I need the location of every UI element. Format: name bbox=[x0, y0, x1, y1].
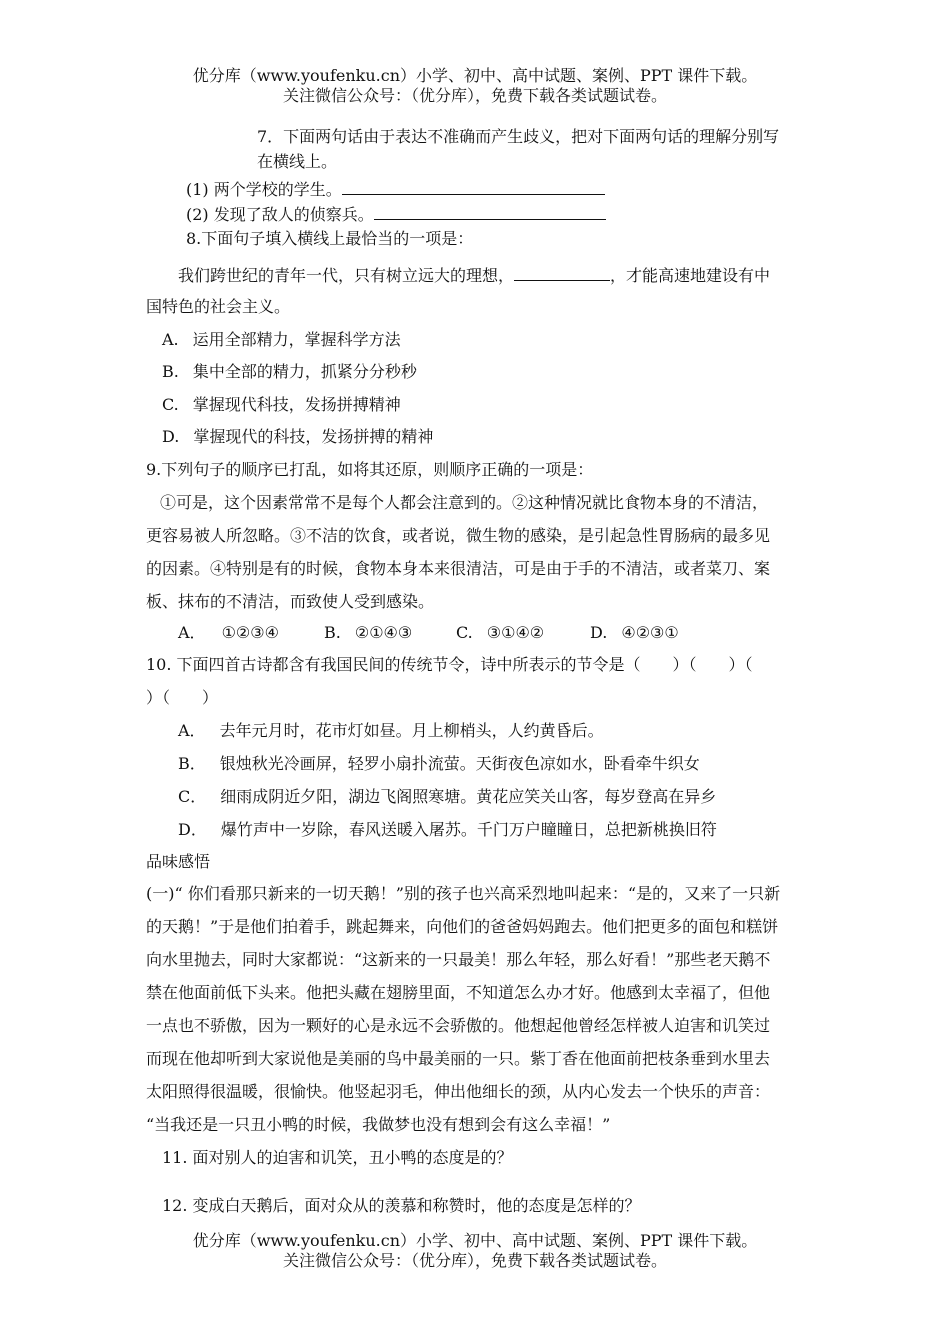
reading-line: 一点也不骄傲，因为一颗好的心是永远不会骄傲的。他想起他曾经怎样被人迫害和讥笑过 bbox=[146, 1016, 771, 1035]
q8-option-c: C. 掌握现代科技，发扬拼搏精神 bbox=[162, 395, 401, 414]
header-line-2: 关注微信公众号：（优分库），免费下载各类试题试卷。 bbox=[282, 86, 667, 105]
reading-line: 的天鹅！”于是他们拍着手，跳起舞来，向他们的爸爸妈妈跑去。他们把更多的面包和糕饼 bbox=[146, 917, 779, 936]
q7-item-1: (1) 两个学校的学生。 bbox=[186, 179, 605, 200]
q11-stem: 11. 面对别人的迫害和讥笑，丑小鸭的态度是的？ bbox=[162, 1148, 513, 1167]
q9-passage-line: ①可是，这个因素常常不是每个人都会注意到的。②这种情况就比食物本身的不清洁， bbox=[160, 493, 769, 512]
q9-option-c: C. ③①④② bbox=[456, 623, 545, 642]
q9-passage-line: 更容易被人所忽略。③不洁的饮食，或者说，微生物的感染，是引起急性胃肠病的最多见 bbox=[146, 526, 771, 545]
q8-stem: 8.下面句子填入横线上最恰当的一项是： bbox=[186, 229, 474, 248]
q9-passage-line: 的因素。④特别是有的时候，食物本身本来很清洁，可是由于手的不清洁，或者菜刀、案 bbox=[146, 559, 771, 578]
q7-item-2: (2) 发现了敌人的侦察兵。 bbox=[186, 204, 606, 225]
q8-sentence-line-2: 国特色的社会主义。 bbox=[146, 297, 291, 316]
q12-stem: 12. 变成白天鹅后，面对众从的羡慕和称赞时，他的态度是怎样的？ bbox=[162, 1196, 641, 1215]
header-line-1: 优分库（www.youfenku.cn）小学、初中、高中试题、案例、PPT 课件下载。 bbox=[192, 66, 758, 85]
section-title: 品味感悟 bbox=[146, 852, 211, 871]
q8-sentence: 我们跨世纪的青年一代，只有树立远大的理想， ，才能高速地建设有中 bbox=[178, 266, 771, 285]
reading-line: 太阳照得很温暖，很愉快。他竖起羽毛，伸出他细长的颈，从内心发去一个快乐的声音： bbox=[146, 1082, 771, 1101]
q7-stem-line-2: 在横线上。 bbox=[257, 152, 338, 171]
q10-stem-line-2: ）（ ） bbox=[146, 688, 219, 707]
q10-stem-line-1: 10. 下面四首古诗都含有我国民间的传统节令，诗中所表示的节令是（ ）（ ）（ bbox=[146, 655, 753, 674]
q7-answer-line-2[interactable] bbox=[374, 204, 606, 220]
q8-option-b: B. 集中全部的精力，抓紧分分秒秒 bbox=[162, 362, 417, 381]
reading-line: “当我还是一只丑小鸭的时候，我做梦也没有想到会有这么幸福！” bbox=[146, 1115, 611, 1134]
reading-line: 禁在他面前低下头来。他把头藏在翅膀里面，不知道怎么办才好。他感到太幸福了，但他 bbox=[146, 983, 771, 1002]
q9-passage-line: 板、抹布的不清洁，而致使人受到感染。 bbox=[146, 592, 435, 611]
reading-line: (一)“ 你们看那只新来的一切天鹅！”别的孩子也兴高采烈地叫起来：“是的，又来了一只新 bbox=[146, 884, 781, 903]
q9-stem: 9.下列句子的顺序已打乱，如将其还原，则顺序正确的一项是： bbox=[146, 460, 594, 479]
footer-line-1: 优分库（www.youfenku.cn）小学、初中、高中试题、案例、PPT 课件下载。 bbox=[192, 1231, 758, 1250]
q10-option-d: D． 爆竹声中一岁除，春风送暖入屠苏。千门万户瞳瞳日，总把新桃换旧符 bbox=[178, 820, 717, 839]
q7-answer-line-1[interactable] bbox=[342, 179, 605, 195]
q10-option-c: C． 细雨成阴近夕阳，湖边飞阁照寒塘。黄花应笑关山客，每岁登高在异乡 bbox=[178, 787, 717, 806]
q8-option-d: D. 掌握现代的科技，发扬拼搏的精神 bbox=[162, 427, 434, 446]
q10-option-b: B． 银烛秋光冷画屏，轻罗小扇扑流萤。天街夜色凉如水，卧看牵牛织女 bbox=[178, 754, 700, 773]
q7-stem-line-1: 7．下面两句话由于表达不准确而产生歧义，把对下面两句话的理解分别写 bbox=[257, 127, 780, 146]
q8-option-a: A. 运用全部精力，掌握科学方法 bbox=[162, 330, 401, 349]
q9-option-d: D. ④②③① bbox=[590, 623, 679, 642]
footer-line-2: 关注微信公众号：（优分库），免费下载各类试题试卷。 bbox=[282, 1251, 667, 1270]
q9-option-a: A． ①②③④ bbox=[178, 623, 279, 642]
q10-option-a: A． 去年元月时，花市灯如昼。月上柳梢头，人约黄昏后。 bbox=[178, 721, 604, 740]
reading-line: 向水里抛去，同时大家都说：“这新来的一只最美！那么年轻，那么好看！”那些老天鹅不 bbox=[146, 950, 771, 969]
q8-fill-blank[interactable] bbox=[514, 265, 610, 281]
q9-option-b: B. ②①④③ bbox=[324, 623, 413, 642]
reading-line: 而现在他却听到大家说他是美丽的鸟中最美丽的一只。紫丁香在他面前把枝条垂到水里去 bbox=[146, 1049, 771, 1068]
